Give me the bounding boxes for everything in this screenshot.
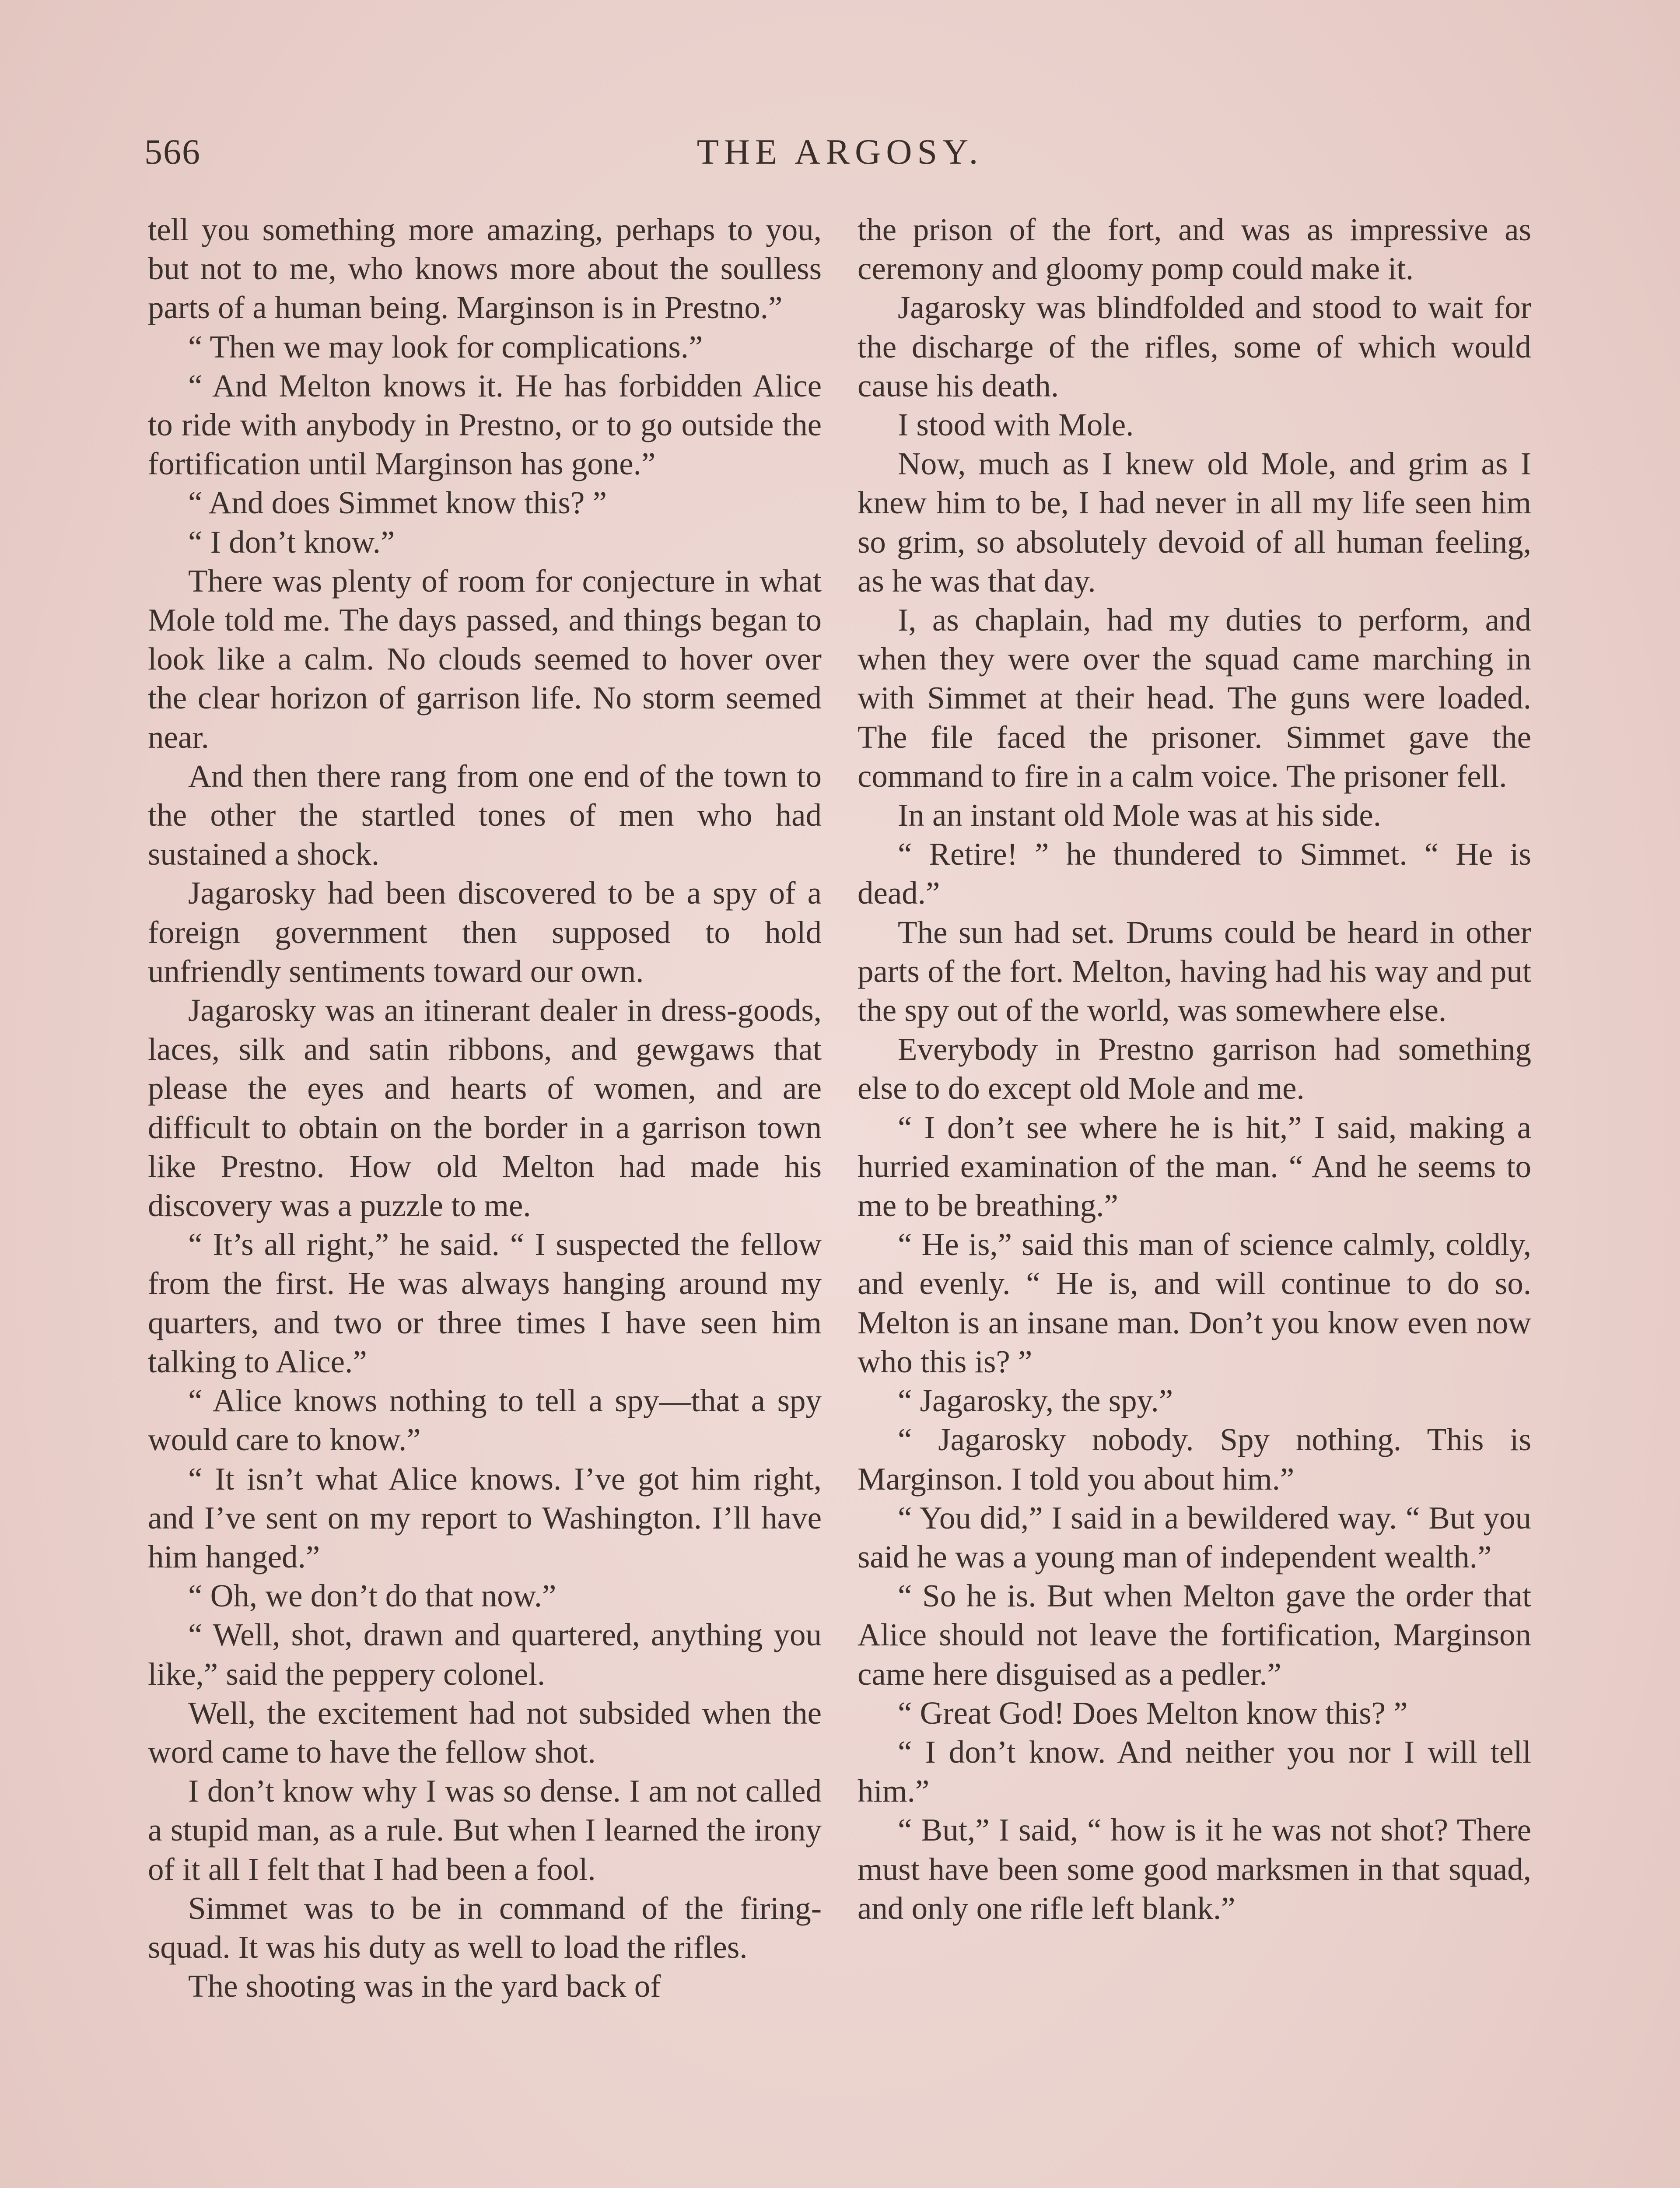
paragraph: “ Jagarosky, the spy.” bbox=[898, 1383, 1173, 1419]
paragraph: Jagarosky was blindfolded and stood to wait for the discharge of the rifles, some of which would cause his death. bbox=[858, 290, 1531, 403]
running-head: THE ARGOSY. bbox=[696, 132, 984, 172]
paragraph: “ Alice knows nothing to tell a spy—that a spy would care to know.” bbox=[148, 1383, 822, 1458]
paragraph: “ I don’t know.” bbox=[188, 524, 395, 560]
paragraph: the prison of the fort, and was as impressive as ceremony and gloomy pomp could make it. bbox=[858, 212, 1531, 287]
paragraph: Simmet was to be in command of the firing-squad. It was his duty as well to load the rifles. bbox=[148, 1890, 822, 1965]
paragraph: “ And Melton knows it. He has forbidden Alice to ride with anybody in Prestno, or to go outside the fortification until Marginson has gone.” bbox=[148, 368, 822, 482]
paragraph: “ Oh, we don’t do that now.” bbox=[188, 1578, 556, 1614]
left-text-column bbox=[148, 210, 822, 2006]
paragraph: Well, the excitement had not subsided when the word came to have the fellow shot. bbox=[148, 1695, 822, 1770]
paragraph: There was plenty of room for conjecture in what Mole told me. The days passed, and things began to look like a calm. No clouds seemed to hover over the clear horizon of garrison life. No storm seemed near. bbox=[148, 563, 822, 755]
paragraph: I, as chaplain, had my duties to perform, and when they were over the squad came marching in with Simmet at their head. The guns were loaded. The file faced the prisoner. Simmet gave the command to fire in a calm voice. The prisoner fell. bbox=[858, 602, 1531, 794]
paragraph: Now, much as I knew old Mole, and grim as I knew him to be, I had never in all my life seen him so grim, so absolutely devoid of all human feeling, as he was that day. bbox=[858, 446, 1531, 599]
paragraph: In an instant old Mole was at his side. bbox=[898, 797, 1381, 833]
paragraph: “ It’s all right,” he said. “ I suspected the fellow from the first. He was always hanging around my quarters, and two or three times I have seen him talking to Alice.” bbox=[148, 1227, 822, 1379]
paragraph: “ Great God! Does Melton know this? ” bbox=[898, 1695, 1408, 1731]
paragraph: I stood with Mole. bbox=[898, 407, 1134, 443]
paragraph: The sun had set. Drums could be heard in other parts of the fort. Melton, having had his way and put the spy out of the world, was somewhere else. bbox=[858, 914, 1531, 1028]
paragraph: “ Jagarosky nobody. Spy nothing. This is Marginson. I told you about him.” bbox=[858, 1422, 1531, 1497]
paragraph: “ He is,” said this man of science calmly, coldly, and evenly. “ He is, and will continue to do so. Melton is an insane man. Don’t you know even now who this is? ” bbox=[858, 1227, 1531, 1379]
paragraph: “ Well, shot, drawn and quartered, anything you like,” said the peppery colonel. bbox=[148, 1617, 822, 1692]
paragraph: The shooting was in the yard back of bbox=[188, 1968, 661, 2004]
paragraph: “ Then we may look for complications.” bbox=[188, 329, 703, 365]
right-text-column bbox=[858, 210, 1531, 1928]
paragraph: “ You did,” I said in a bewildered way. “ But you said he was a young man of independent wealth.” bbox=[858, 1500, 1531, 1574]
paragraph: Jagarosky had been discovered to be a spy of a foreign government then supposed to hold unfriendly sentiments toward our own. bbox=[148, 875, 822, 989]
paragraph: Jagarosky was an itinerant dealer in dress-goods, laces, silk and satin ribbons, and gewgaws that please the eyes and hearts of women, and are difficult to obtain on the border in a garrison town like Prestno. How old Melton had made his discovery was a puzzle to me. bbox=[148, 992, 822, 1224]
paragraph: “ But,” I said, “ how is it he was not shot? There must have been some good marksmen in that squad, and only one rifle left blank.” bbox=[858, 1812, 1531, 1926]
paragraph: I don’t know why I was so dense. I am not called a stupid man, as a rule. But when I learned the irony of it all I felt that I had been a fool. bbox=[148, 1773, 822, 1887]
paragraph: “ I don’t see where he is hit,” I said, making a hurried examination of the man. “ And he seems to me to be breathing.” bbox=[858, 1109, 1531, 1224]
paragraph: tell you something more amazing, perhaps to you, but not to me, who knows more about the soulless parts of a human being. Marginson is in Prestno.” bbox=[148, 212, 822, 326]
paragraph: “ It isn’t what Alice knows. I’ve got him right, and I’ve sent on my report to Washington. I’ll have him hanged.” bbox=[148, 1461, 822, 1574]
page-number: 566 bbox=[144, 132, 201, 172]
paragraph: “ So he is. But when Melton gave the order that Alice should not leave the fortification, Marginson came here disguised as a pedler.” bbox=[858, 1578, 1531, 1692]
page-header bbox=[144, 131, 1536, 179]
paragraph: “ I don’t know. And neither you nor I will tell him.” bbox=[858, 1734, 1531, 1809]
paragraph: And then there rang from one end of the town to the other the startled tones of men who had sustained a shock. bbox=[148, 758, 822, 872]
paragraph: Everybody in Prestno garrison had something else to do except old Mole and me. bbox=[858, 1031, 1531, 1106]
paragraph: “ And does Simmet know this? ” bbox=[188, 485, 607, 521]
paragraph: “ Retire! ” he thundered to Simmet. “ He is dead.” bbox=[858, 836, 1531, 911]
